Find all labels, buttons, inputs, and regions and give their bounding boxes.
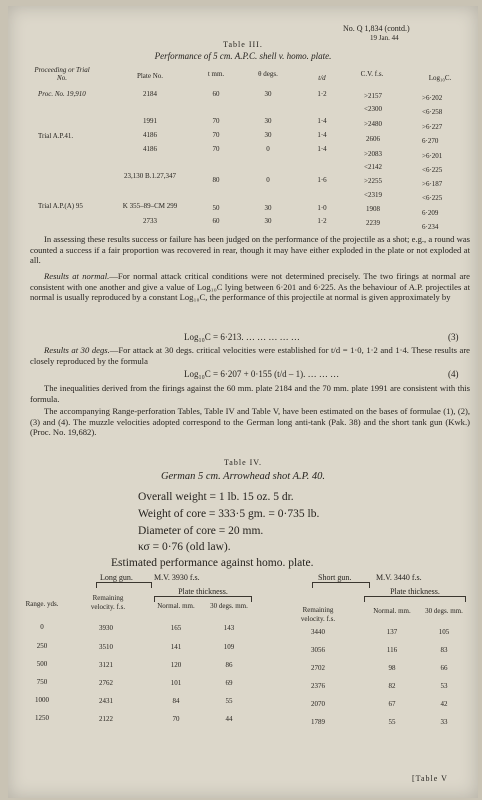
- paragraph-range-tables: The accompanying Range-perforation Tables, Table IV and Table V, have been estimated on the bases of formulae (1), (2), (3) and (4). The muzzle velocities adopted correspond to the German long anti-tank (Pak. 38) and the short tank gun (Kwk.) (Proc. No. 19,682).: [30, 406, 470, 438]
- col-header-30: 30 degs. mm.: [425, 607, 463, 615]
- long-velocity-cell: 3930: [99, 624, 113, 632]
- theta-cell: 0: [266, 176, 270, 184]
- theta-cell: 0: [266, 145, 270, 153]
- long-normal-cell: 120: [170, 661, 182, 669]
- plate-thickness-brace: [364, 596, 466, 602]
- log-cell: <6·225: [422, 166, 443, 174]
- log-cell: >6·202: [422, 94, 443, 102]
- log-cell: 6·209: [422, 209, 439, 217]
- spec-line: κσ = 0·76 (old law).: [138, 541, 231, 553]
- long-velocity-cell: 2122: [99, 715, 113, 723]
- long-30-cell: 143: [223, 624, 235, 632]
- long-velocity-cell: 2762: [99, 679, 113, 687]
- theta-cell: 30: [264, 204, 272, 212]
- td-cell: 1·2: [317, 90, 327, 98]
- short-velocity-cell: 2702: [311, 664, 325, 672]
- t-cell: 50: [212, 204, 220, 212]
- long-velocity-cell: 2431: [99, 697, 113, 705]
- col-header-range: Range. yds.: [25, 600, 59, 608]
- spec-line: Diameter of core = 20 mm.: [138, 525, 264, 537]
- long-gun-label: Long gun.: [100, 573, 133, 582]
- short-velocity-cell: 3056: [311, 646, 325, 654]
- t-cell: 80: [212, 176, 220, 184]
- col-header-cv: C.V. f.s.: [360, 70, 384, 78]
- theta-cell: 30: [264, 131, 272, 139]
- cv-cell: >2480: [364, 120, 382, 128]
- long-normal-cell: 84: [172, 697, 180, 705]
- short-gun-mv: M.V. 3440 f.s.: [376, 573, 422, 582]
- equation-4-number: (4): [448, 369, 459, 379]
- cv-cell: >2255: [364, 177, 382, 185]
- range-cell: 1250: [35, 714, 49, 722]
- short-normal-cell: 98: [388, 664, 396, 672]
- cv-cell: 2606: [366, 135, 380, 143]
- table4-subtitle: German 5 cm. Arrowhead shot A.P. 40.: [160, 471, 326, 482]
- theta-cell: 30: [264, 117, 272, 125]
- td-cell: 1·4: [317, 145, 327, 153]
- group-label: Trial A.P.(A) 95: [38, 202, 83, 210]
- table4-title: Table IV.: [223, 458, 263, 467]
- paragraph-lead: Results at normal.: [44, 271, 110, 281]
- spec-line: Overall weight = 1 lb. 15 oz. 5 dr.: [138, 491, 294, 503]
- t-cell: 70: [212, 145, 220, 153]
- catchword: [Table V: [412, 774, 448, 783]
- log-cell: >6·187: [422, 180, 443, 188]
- plate-cell: 4186: [143, 145, 157, 153]
- short-normal-cell: 55: [388, 718, 396, 726]
- long-normal-cell: 70: [172, 715, 180, 723]
- equation-3: Log₁₀C = 6·213. … … … … …: [184, 332, 300, 342]
- range-cell: 750: [36, 678, 48, 686]
- long-gun-mv: M.V. 3930 f.s.: [154, 573, 200, 582]
- td-cell: 1·0: [317, 204, 327, 212]
- spec-line: Weight of core = 333·5 gm. = 0·735 lb.: [138, 508, 320, 520]
- plate-cell: 2184: [143, 90, 157, 98]
- col-header-30: 30 degs. mm.: [210, 602, 248, 610]
- log-cell: <6·225: [422, 194, 443, 202]
- cv-cell: >2157: [364, 92, 382, 100]
- cv-cell: <2319: [364, 191, 382, 199]
- short-normal-cell: 137: [386, 628, 398, 636]
- col-header-remaining: Remaining velocity. f.s.: [300, 606, 336, 623]
- long-normal-cell: 165: [170, 624, 182, 632]
- equation-3-number: (3): [448, 332, 459, 342]
- long-30-cell: 86: [225, 661, 233, 669]
- t-cell: 60: [212, 90, 220, 98]
- td-cell: 1·4: [317, 131, 327, 139]
- range-cell: 250: [36, 642, 48, 650]
- long-30-cell: 44: [225, 715, 233, 723]
- paragraph-results-30: [30, 345, 470, 366]
- col-header-remaining: Remaining velocity. f.s.: [90, 594, 126, 611]
- col-header-normal: Normal. mm.: [157, 602, 195, 610]
- long-30-cell: 109: [223, 643, 235, 651]
- table3-title: Table III.: [223, 40, 263, 49]
- document-date: 19 Jan. 44: [370, 34, 399, 42]
- plate-cell: K 355–89–CM 299: [122, 202, 178, 210]
- td-cell: 1·6: [317, 176, 327, 184]
- short-30-cell: 83: [440, 646, 448, 654]
- cv-cell: <2300: [364, 105, 382, 113]
- long-velocity-cell: 3121: [99, 661, 113, 669]
- long-velocity-cell: 3510: [99, 643, 113, 651]
- short-velocity-cell: 2070: [311, 700, 325, 708]
- long-30-cell: 69: [225, 679, 233, 687]
- col-header-normal: Normal. mm.: [373, 607, 411, 615]
- long-normal-cell: 141: [170, 643, 182, 651]
- equation-4: Log₁₀C = 6·207 + 0·155 (t/d – 1). … … …: [184, 369, 340, 379]
- short-30-cell: 42: [440, 700, 448, 708]
- short-gun-label: Short gun.: [318, 573, 352, 582]
- log-cell: 6·234: [422, 223, 439, 231]
- log-cell: 6·270: [422, 137, 439, 145]
- short-normal-cell: 67: [388, 700, 396, 708]
- log-cell: <6·258: [422, 108, 443, 116]
- paragraph-lead: Results at 30 degs.: [44, 345, 110, 355]
- theta-cell: 30: [264, 217, 272, 225]
- document-number: No. Q 1,834 (contd.): [343, 24, 410, 33]
- group-label: Proc. No. 19,910: [38, 90, 86, 98]
- cv-cell: >2083: [364, 150, 382, 158]
- long-normal-cell: 101: [170, 679, 182, 687]
- short-normal-cell: 82: [388, 682, 396, 690]
- group-label: Trial A.P.41.: [38, 132, 74, 140]
- plate-cell: 2733: [143, 217, 157, 225]
- col-header-proceeding: Proceeding or Trial No.: [34, 66, 90, 82]
- short-normal-cell: 116: [386, 646, 398, 654]
- short-30-cell: 33: [440, 718, 448, 726]
- t-cell: 70: [212, 117, 220, 125]
- paragraph-inequalities: The inequalities derived from the firings against the 60 mm. plate 2184 and the 70 mm. plate 1991 are consistent with this formula.: [30, 383, 470, 404]
- log-cell: >6·227: [422, 123, 443, 131]
- t-cell: 60: [212, 217, 220, 225]
- long-30-cell: 55: [225, 697, 233, 705]
- log-cell: >6·201: [422, 152, 443, 160]
- col-header-plate: Plate No.: [136, 72, 164, 80]
- plate-cell: 4186: [143, 131, 157, 139]
- range-cell: 500: [36, 660, 48, 668]
- td-cell: 1·4: [317, 117, 327, 125]
- plate-thickness-label: Plate thickness.: [178, 587, 228, 596]
- cv-cell: 2239: [366, 219, 380, 227]
- table3-subtitle: Performance of 5 cm. A.P.C. shell v. homo. plate.: [154, 51, 332, 61]
- td-cell: 1·2: [317, 217, 327, 225]
- long-gun-brace: [96, 582, 152, 588]
- short-velocity-cell: 1789: [311, 718, 325, 726]
- theta-cell: 30: [264, 90, 272, 98]
- short-velocity-cell: 3440: [311, 628, 325, 636]
- paragraph-body: —For attack at 30 degs. critical velocities were established for t/d = 1·0, 1·2 and 1·4. These results are closely reproduced by the formula: [30, 345, 470, 366]
- paragraph-results-normal: [30, 271, 470, 303]
- plate-cell: 1991: [143, 117, 157, 125]
- cv-cell: 1908: [366, 205, 380, 213]
- col-header-log: Log₁₀C.: [428, 74, 452, 82]
- cv-cell: <2142: [364, 163, 382, 171]
- col-header-td: t/d: [318, 74, 326, 82]
- col-header-theta: θ degs.: [258, 70, 278, 78]
- range-cell: 1000: [35, 696, 49, 704]
- short-velocity-cell: 2376: [311, 682, 325, 690]
- plate-thickness-label: Plate thickness.: [390, 587, 440, 596]
- paragraph-assessment: In assessing these results success or failure has been judged on the performance of the projectile as a shot; e.g., a round was counted a success if a fair proportion was recovered in rear, though it may have either exploded in the plate or not exploded at all.: [30, 234, 470, 266]
- short-30-cell: 53: [440, 682, 448, 690]
- range-cell: 0: [40, 623, 44, 631]
- t-cell: 70: [212, 131, 220, 139]
- col-header-t: t mm.: [207, 70, 225, 78]
- plate-cell: 23,130 B.1.27,347: [124, 172, 176, 180]
- table4-heading: Estimated performance against homo. plate.: [111, 557, 314, 569]
- short-30-cell: 105: [438, 628, 450, 636]
- short-30-cell: 66: [440, 664, 448, 672]
- paragraph-body: —For normal attack critical conditions were not determined precisely. The two firings at normal are consistent with one another and give a value of Log₁₀C lying between 6·201 and 6·225. As the behaviour of A.P. projectiles at normal is usually reproduced by a constant Log₁₀C, the performance of this projectile at normal is given approximately by: [30, 271, 470, 303]
- document-page: [8, 6, 478, 798]
